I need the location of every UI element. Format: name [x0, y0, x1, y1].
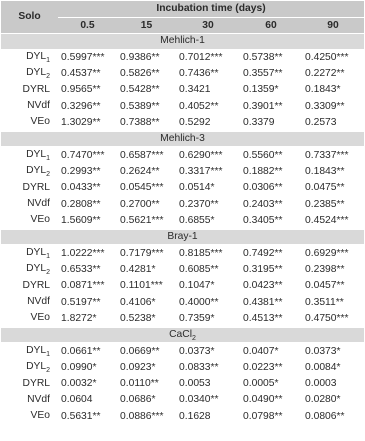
section-header-row: [1, 327, 364, 343]
section-title-text: CaCl: [169, 328, 192, 340]
table-body: [1, 34, 364, 425]
row-label: [1, 294, 58, 310]
value-cell: 0.4513**: [243, 312, 283, 324]
value-cell: 1.8272*: [61, 312, 97, 324]
row-label: [1, 82, 58, 98]
value-cell: 0.0886***: [120, 410, 164, 422]
row-label-text: DYL: [26, 361, 47, 373]
incubation-table: [1, 1, 364, 425]
row-label-text: NVdf: [27, 393, 50, 405]
table-row: [1, 294, 364, 310]
value-cell: 1.3029**: [61, 116, 101, 128]
section-title-text: Mehlich-1: [160, 34, 205, 46]
value-cell: 0.3405**: [243, 214, 283, 226]
value-cell: 0.0490**: [243, 394, 283, 406]
row-label: [1, 115, 58, 132]
value-cell: 0.2398**: [305, 263, 345, 275]
value-cell: 0.4524***: [305, 214, 349, 226]
row-label-text: NVdf: [27, 198, 50, 210]
value-cell: 0.5428**: [120, 84, 160, 96]
table-row: [1, 147, 364, 164]
value-cell: 0.0686*: [120, 394, 156, 406]
value-cell: 0.7470***: [61, 149, 105, 161]
value-cell: 0.1843**: [305, 165, 345, 177]
table-row: [1, 360, 364, 376]
value-cell: 0.7337***: [305, 149, 349, 161]
section-title-text: Mehlich-3: [160, 132, 205, 144]
value-cell: 0.1628: [179, 410, 211, 422]
value-cell: 0.4281*: [120, 263, 156, 275]
row-label-text: DYL: [26, 67, 47, 79]
table-row: [1, 376, 364, 392]
section-title: [1, 131, 364, 147]
section-title-subscript: 2: [191, 334, 196, 342]
value-cell: 0.0990*: [61, 361, 97, 373]
value-cell: 0.0306**: [243, 182, 283, 194]
row-label-text: VEo: [30, 312, 50, 324]
day-header: 0.5: [58, 18, 117, 34]
row-label: [1, 262, 58, 278]
row-label: [1, 376, 58, 392]
row-label: [1, 245, 58, 262]
value-cell: 0.5238*: [120, 312, 156, 324]
value-cell: 0.0806**: [305, 410, 345, 422]
value-cell: 0.8185***: [179, 247, 223, 259]
value-cell: 0.6085**: [179, 263, 219, 275]
row-label-subscript: 1: [46, 155, 50, 163]
row-label-text: DYL: [26, 263, 47, 275]
value-cell: 0.1359*: [243, 84, 279, 96]
value-cell: 0.0003: [305, 378, 337, 390]
value-cell: 0.2993**: [61, 165, 101, 177]
table-row: [1, 409, 364, 425]
value-cell: 0.0923*: [120, 361, 156, 373]
value-cell: 0.5826**: [120, 67, 160, 79]
value-cell: 0.0669**: [120, 345, 160, 357]
value-cell: 0.6855*: [179, 214, 215, 226]
section-title: [1, 34, 364, 50]
value-cell: 0.1882**: [243, 165, 283, 177]
value-cell: 0.0053: [179, 378, 211, 390]
value-cell: 0.0433**: [61, 182, 101, 194]
value-cell: 1.5609**: [61, 214, 101, 226]
day-header: 15: [117, 18, 176, 34]
value-cell: 0.5631**: [61, 410, 101, 422]
value-cell: 0.6587***: [120, 149, 164, 161]
day-header: 60: [240, 18, 302, 34]
value-cell: 0.3195**: [243, 263, 283, 275]
value-cell: 0.9565**: [61, 84, 101, 96]
table-row: [1, 180, 364, 196]
value-cell: 0.4106*: [120, 296, 156, 308]
row-label-subscript: 1: [46, 253, 50, 261]
row-label-text: VEo: [30, 116, 50, 128]
row-label: [1, 360, 58, 376]
value-cell: 0.3421: [179, 84, 211, 96]
table-row: [1, 82, 364, 98]
value-cell: 0.1101***: [120, 280, 163, 292]
value-cell: 0.3309**: [305, 100, 345, 112]
value-cell: 0.6929***: [305, 247, 349, 259]
row-label: [1, 311, 58, 328]
value-cell: 0.0373*: [179, 345, 215, 357]
value-cell: 0.3511**: [305, 296, 344, 308]
value-cell: 0.4537**: [61, 67, 101, 79]
row-label-text: VEo: [30, 410, 50, 422]
section-title-text: Bray-1: [167, 230, 198, 242]
day-header: 90: [302, 18, 364, 34]
row-label: [1, 278, 58, 294]
value-cell: 0.0871***: [61, 280, 105, 292]
table-row: [1, 164, 364, 180]
value-cell: 0.0661**: [61, 345, 101, 357]
section-header-row: [1, 131, 364, 147]
value-cell: 0.0798**: [243, 410, 283, 422]
value-cell: 0.0340**: [179, 394, 219, 406]
value-cell: 0.2403**: [243, 198, 283, 210]
table-row: [1, 196, 364, 212]
row-label: [1, 180, 58, 196]
table-row: [1, 392, 364, 408]
value-cell: 0.2573: [305, 116, 337, 128]
value-cell: 0.4000**: [179, 296, 219, 308]
table-row: [1, 213, 364, 230]
value-cell: 0.1843*: [305, 84, 341, 96]
value-cell: 0.0475**: [305, 182, 345, 194]
value-cell: 0.0223**: [243, 361, 283, 373]
value-cell: 0.7388**: [120, 116, 160, 128]
value-cell: 0.2808**: [61, 198, 101, 210]
value-cell: 0.2385**: [305, 198, 345, 210]
row-label-subscript: 1: [46, 57, 50, 65]
incubation-time-header: Incubation time (days): [58, 1, 364, 18]
row-label-text: VEo: [30, 214, 50, 226]
value-cell: 0.3557**: [243, 67, 283, 79]
row-label-subscript: 2: [46, 73, 50, 81]
table-row: [1, 311, 364, 328]
value-cell: 0.3901**: [243, 100, 283, 112]
row-label: [1, 164, 58, 180]
value-cell: 0.5738**: [243, 51, 283, 63]
value-cell: 0.0005*: [243, 378, 279, 390]
value-cell: 0.7012***: [179, 51, 223, 63]
value-cell: 1.0222***: [61, 247, 105, 259]
value-cell: 0.0514*: [179, 182, 215, 194]
row-label: [1, 343, 58, 360]
table-row: [1, 278, 364, 294]
row-label-subscript: 2: [46, 367, 50, 375]
row-label: [1, 392, 58, 408]
value-cell: 0.0084*: [305, 361, 341, 373]
value-cell: 0.4750***: [305, 312, 349, 324]
value-cell: 0.2370**: [179, 198, 219, 210]
row-label-subscript: 1: [46, 351, 50, 359]
value-cell: 0.0032*: [61, 378, 97, 390]
value-cell: 0.3317***: [179, 165, 223, 177]
value-cell: 0.0604: [61, 394, 93, 406]
value-cell: 0.7492**: [243, 247, 283, 259]
row-label-subscript: 2: [46, 171, 50, 179]
table-row: [1, 66, 364, 82]
row-label-text: DYRL: [22, 83, 50, 95]
row-label: [1, 98, 58, 114]
value-cell: 0.0280*: [305, 394, 341, 406]
value-cell: 0.3379: [243, 116, 275, 128]
value-cell: 0.3296**: [61, 100, 101, 112]
value-cell: 0.0373*: [305, 345, 341, 357]
row-label-text: DYRL: [22, 279, 50, 291]
value-cell: 0.5560**: [243, 149, 283, 161]
value-cell: 0.0423**: [243, 280, 283, 292]
table-row: [1, 98, 364, 114]
value-cell: 0.4052**: [179, 100, 219, 112]
solo-header: Solo: [1, 1, 58, 34]
section-title: [1, 229, 364, 245]
value-cell: 0.7359*: [179, 312, 215, 324]
value-cell: 0.4250***: [305, 51, 349, 63]
value-cell: 0.0110**: [120, 378, 159, 390]
row-label-text: DYL: [26, 149, 47, 161]
row-label: [1, 409, 58, 425]
value-cell: 0.9386**: [120, 51, 160, 63]
value-cell: 0.2272**: [305, 67, 345, 79]
value-cell: 0.0457**: [305, 280, 345, 292]
row-label: [1, 49, 58, 66]
value-cell: 0.2624**: [120, 165, 160, 177]
table-row: [1, 343, 364, 360]
row-label-text: NVdf: [27, 296, 50, 307]
row-label-text: DYRL: [22, 377, 50, 389]
table-row: [1, 245, 364, 262]
day-header: 30: [176, 18, 240, 34]
table-row: [1, 49, 364, 66]
value-cell: 0.5389**: [120, 100, 160, 112]
row-label: [1, 196, 58, 212]
value-cell: 0.1047*: [179, 280, 215, 292]
row-label: [1, 147, 58, 164]
value-cell: 0.0833**: [179, 361, 219, 373]
table-row: [1, 262, 364, 278]
row-label-text: DYL: [26, 345, 47, 357]
value-cell: 0.0407*: [243, 345, 279, 357]
row-label-text: DYL: [26, 165, 47, 177]
section-header-row: [1, 34, 364, 50]
value-cell: 0.7436**: [179, 67, 219, 79]
table-row: [1, 115, 364, 132]
row-label-subscript: 2: [46, 269, 50, 277]
value-cell: 0.5197**: [61, 296, 101, 308]
value-cell: 0.0545***: [120, 182, 164, 194]
section-header-row: [1, 229, 364, 245]
row-label-text: NVdf: [27, 100, 50, 112]
row-label: [1, 66, 58, 82]
value-cell: 0.5292: [179, 116, 211, 128]
row-label: [1, 213, 58, 230]
value-cell: 0.5621***: [120, 214, 164, 226]
value-cell: 0.7179***: [120, 247, 164, 259]
value-cell: 0.6533**: [61, 263, 101, 275]
row-label-text: DYRL: [22, 181, 50, 193]
value-cell: 0.4381**: [243, 296, 283, 308]
value-cell: 0.6290***: [179, 149, 223, 161]
value-cell: 0.2700**: [120, 198, 160, 210]
value-cell: 0.5997***: [61, 51, 105, 63]
row-label-text: DYL: [26, 247, 47, 259]
row-label-text: DYL: [26, 51, 47, 63]
section-title: [1, 327, 364, 343]
